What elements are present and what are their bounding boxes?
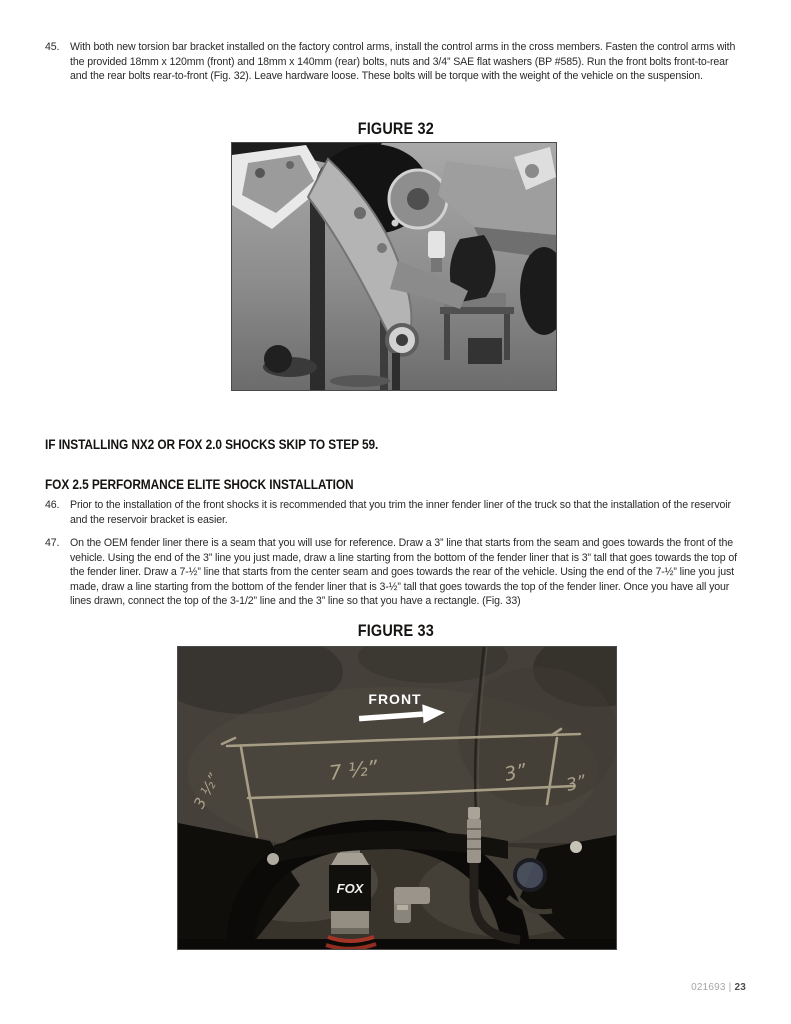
step-46 bbox=[45, 498, 747, 527]
figure-33-art bbox=[178, 647, 616, 949]
measurement-3-inch-outer: 3” bbox=[564, 771, 589, 796]
page-footer bbox=[691, 982, 746, 993]
figure-32-title: FIGURE 32 bbox=[357, 119, 434, 138]
bolt-head bbox=[570, 841, 582, 853]
step-46-number: 46. bbox=[45, 499, 60, 511]
footer-separator: | bbox=[728, 982, 732, 993]
measurement-7-half-inch: 7 ½” bbox=[327, 755, 380, 785]
spare-tire bbox=[264, 345, 292, 373]
step-47 bbox=[45, 536, 747, 609]
bolt-head bbox=[267, 853, 279, 865]
page-number: 23 bbox=[734, 982, 746, 993]
step-46-text: Prior to the installation of the front shocks it is recommended that you trim the inner fender liner of the truck so that the installation of the reservoir and the reservoir bracket is easier. bbox=[70, 499, 731, 526]
figure-32-photo bbox=[231, 142, 557, 391]
step-45-text: With both new torsion bar bracket installed on the factory control arms, install the control arms in the cross members. Fasten the control arms with the provided 18mm x 120mm (front) and 18mm x 140mm (rear) bolts, nuts and 3/4” SAE flat washers (BP #585). Run the front bolts front-to-rear and the rear bolts rear-to-front (Fig. 32). Leave hardware loose. These bolts will be torque with the weight of the vehicle on the suspension. bbox=[70, 41, 736, 82]
step-47-text: On the OEM fender liner there is a seam that you will use for reference. Draw a 3” line that starts from the seam and goes towards the front of the vehicle. Using the end of the 3” line you just made, draw a line starting from the bottom of the fender liner that is 3” tall that goes towards the top of the fender liner. Draw a 7-½” line that starts from the center seam and goes towards the rear of the vehicle. Using the end of the 7-½” line you just made, draw a line starting from the bottom of the fender liner that is 3-½” tall that goes towards the top of the fender liner. Once you have all your lines drawn, connect the top of the 3-1/2” line and the 3” line so that you have a rectangle. (Fig. 33) bbox=[70, 537, 737, 607]
figure-33-photo bbox=[177, 646, 617, 950]
step-45 bbox=[45, 40, 747, 84]
section-heading: FOX 2.5 PERFORMANCE ELITE SHOCK INSTALLATION bbox=[45, 477, 354, 492]
figure-33-title: FIGURE 33 bbox=[357, 621, 434, 640]
figure-32-art bbox=[232, 143, 556, 390]
front-label: FRONT bbox=[368, 691, 422, 707]
fox-logo: FOX bbox=[336, 881, 364, 896]
step-45-number: 45. bbox=[45, 41, 60, 53]
document-number: 021693 bbox=[691, 982, 726, 993]
measurement-3-inch-inner: 3” bbox=[502, 759, 529, 786]
measurement-3-half-inch: 3 ½” bbox=[190, 770, 224, 812]
skip-note-heading: IF INSTALLING NX2 OR FOX 2.0 SHOCKS SKIP TO STEP 59. bbox=[45, 437, 379, 452]
step-47-number: 47. bbox=[45, 537, 60, 549]
